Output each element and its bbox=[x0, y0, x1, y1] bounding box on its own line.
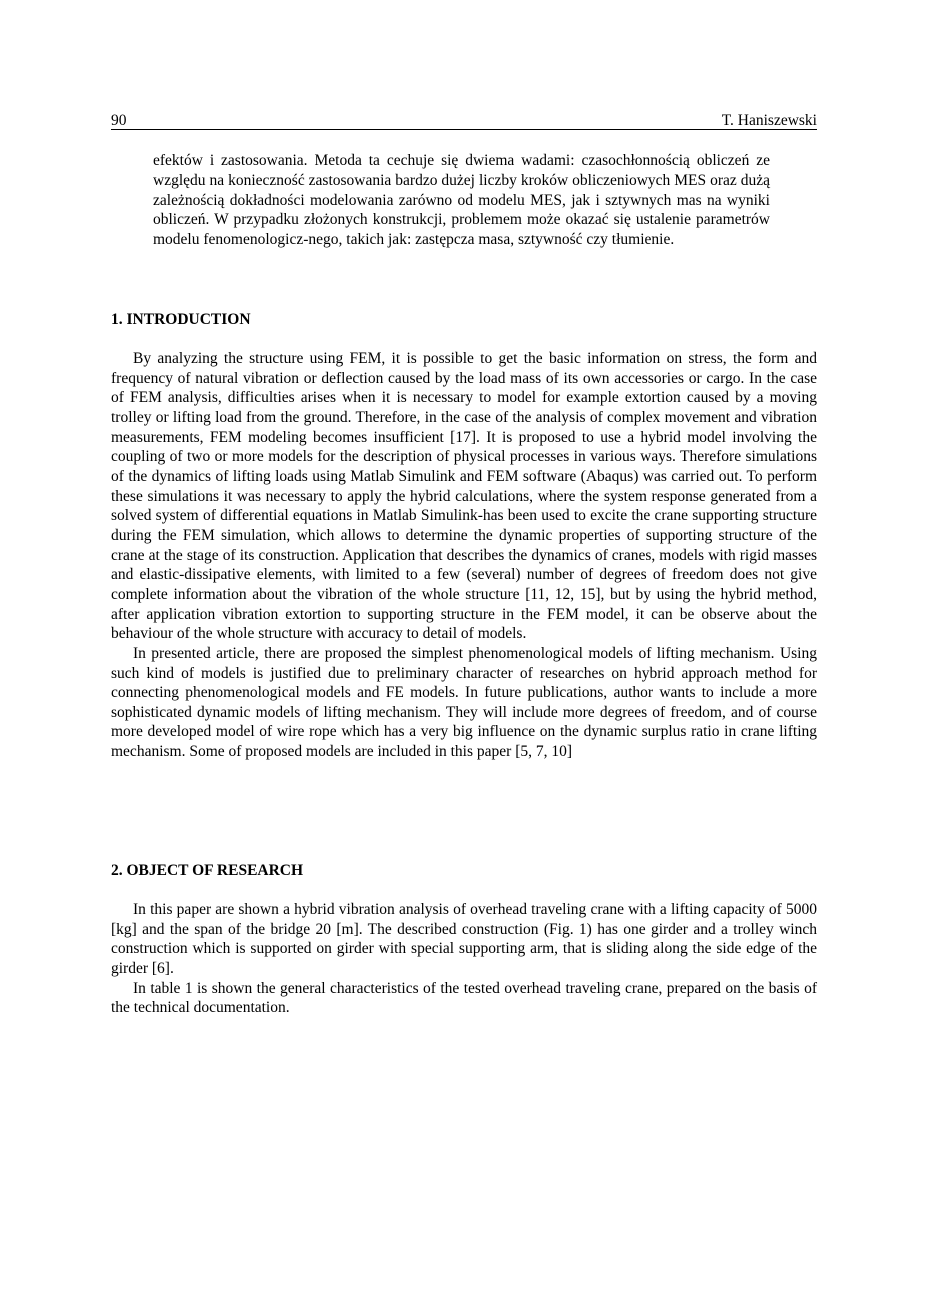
section-heading-object-of-research: 2. OBJECT OF RESEARCH bbox=[111, 862, 304, 879]
running-header-author: T. Haniszewski bbox=[721, 112, 817, 129]
paragraph: In presented article, there are proposed the simplest phenomenological models of lifting mechanism. Using such kind of models is justified due to preliminary character of researches on hybrid approach method for connecting phenomenological models and FE models. In future publications, author wants to include a more sophisticated dynamic models of lifting mechanism. They will include more degrees of freedom, and of course more developed model of wire rope which has a very big influence on the dynamic surplus ratio in crane lifting mechanism. Some of proposed models are included in this paper [5, 7, 10] bbox=[111, 644, 817, 761]
page-number: 90 bbox=[111, 112, 127, 129]
section-body-object-of-research bbox=[111, 900, 817, 1018]
running-header bbox=[111, 112, 817, 130]
paragraph: By analyzing the structure using FEM, it is possible to get the basic information on stress, the form and frequency of natural vibration or deflection caused by the load mass of its own accessories or cargo. In the case of FEM analysis, difficulties arises when it is necessary to model for example extortion caused by a moving trolley or lifting load from the ground. Therefore, in the case of the analysis of complex movement and vibration measurements, FEM modeling becomes insufficient [17]. It is proposed to use a hybrid model involving the coupling of two or more models for the description of physical processes in various ways. Therefore simulations of the dynamics of lifting loads using Matlab Simulink and FEM software (Abaqus) was carried out. To perform these simulations it was necessary to apply the hybrid calculations, where the system response generated from a solved system of differential equations in Matlab Simulink-has been used to excite the crane supporting structure during the FEM simulation, which allows to determine the dynamic properties of supporting structure of the crane at the stage of its construction. Application that describes the dynamics of cranes, models with rigid masses and elastic-dissipative elements, with limited to a few (several) number of degrees of freedom does not give complete information about the vibration of the whole structure [11, 12, 15], but by using the hybrid method, after application vibration extortion to supporting structure in the FEM model, it can be observe about the behaviour of the whole structure with accuracy to detail of models. bbox=[111, 350, 817, 643]
paragraph: In this paper are shown a hybrid vibration analysis of overhead traveling crane with a lifting capacity of 5000 [kg] and the span of the bridge 20 [m]. The described construction (Fig. 1) has one girder and a trolley winch construction which is supported on girder with special supporting arm, that is sliding along the side edge of the girder [6]. bbox=[111, 901, 817, 977]
section-body-introduction bbox=[111, 349, 817, 762]
paragraph: In table 1 is shown the general characteristics of the tested overhead traveling crane, prepared on the basis of the technical documentation. bbox=[111, 979, 817, 1017]
abstract-polish-continued: efektów i zastosowania. Metoda ta cechuje się dwiema wadami: czasochłonnością obliczeń ze względu na konieczność zastosowania bardzo dużej liczby kroków obliczeniowych MES oraz dużą zależnością dokładności modelowania zarówno od modelu MES, jak i sztywnych mas na wyniki obliczeń. W przypadku złożonych konstrukcji, problemem może okazać się ustalenie parametrów modelu fenomenologicz-nego, takich jak: zastępcza masa, sztywność czy tłumienie. bbox=[153, 152, 770, 249]
section-heading-introduction: 1. INTRODUCTION bbox=[111, 311, 251, 328]
